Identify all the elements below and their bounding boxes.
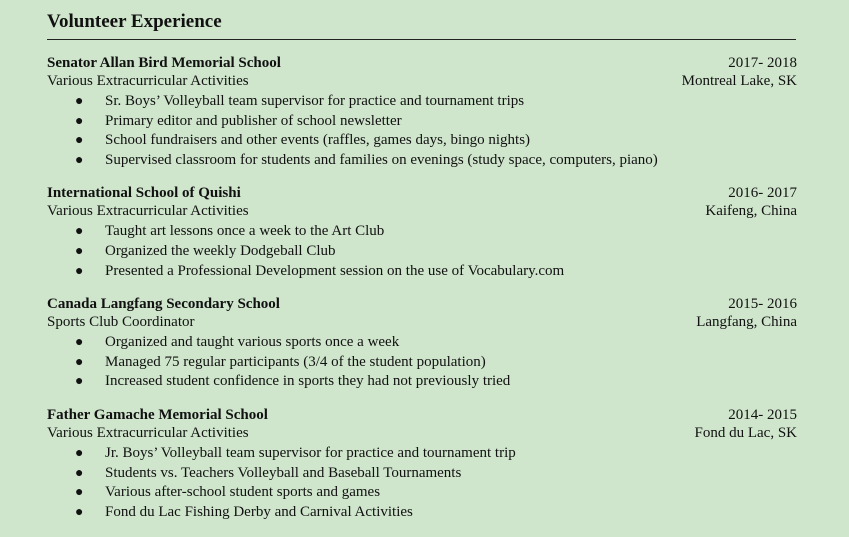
experience-entry bbox=[47, 54, 797, 170]
location: Langfang, China bbox=[696, 314, 797, 331]
list-item: ● Primary editor and publisher of school newsletter bbox=[47, 112, 797, 132]
bullet-icon: ● bbox=[75, 224, 84, 240]
bullet-icon: ● bbox=[75, 263, 84, 279]
location: Fond du Lac, SK bbox=[694, 424, 797, 441]
role-title: Various Extracurricular Activities bbox=[47, 424, 249, 441]
organization-name: International School of Quishi bbox=[47, 185, 241, 202]
experience-entry bbox=[47, 295, 797, 392]
experience-entry bbox=[47, 184, 797, 281]
bullet-list bbox=[47, 333, 797, 392]
list-item: ● Presented a Professional Development session on the use of Vocabulary.com bbox=[47, 262, 797, 282]
bullet-icon: ● bbox=[75, 485, 84, 501]
role-title: Various Extracurricular Activities bbox=[47, 203, 249, 220]
bullet-list bbox=[47, 222, 797, 281]
resume-document bbox=[47, 0, 797, 522]
organization-name: Father Gamache Memorial School bbox=[47, 406, 268, 423]
list-item: ● Fond du Lac Fishing Derby and Carnival Activities bbox=[47, 503, 797, 523]
list-item: ● Organized the weekly Dodgeball Club bbox=[47, 242, 797, 262]
date-range: 2015- 2016 bbox=[728, 296, 797, 313]
bullet-icon: ● bbox=[75, 94, 84, 109]
date-range: 2016- 2017 bbox=[728, 185, 797, 202]
bullet-icon: ● bbox=[75, 354, 84, 370]
list-item: ● Jr. Boys’ Volleyball team supervisor for practice and tournament trip bbox=[47, 444, 797, 464]
bullet-list bbox=[47, 92, 797, 170]
role-title: Sports Club Coordinator bbox=[47, 314, 195, 331]
section-title: Volunteer Experience bbox=[47, 11, 796, 40]
bullet-icon: ● bbox=[75, 152, 84, 168]
list-item: ● Sr. Boys’ Volleyball team supervisor for practice and tournament trips bbox=[47, 92, 797, 112]
list-item: ● Students vs. Teachers Volleyball and Baseball Tournaments bbox=[47, 464, 797, 484]
organization-name: Senator Allan Bird Memorial School bbox=[47, 55, 281, 71]
experience-entry bbox=[47, 406, 797, 522]
bullet-icon: ● bbox=[75, 465, 84, 481]
list-item: ● Taught art lessons once a week to the Art Club bbox=[47, 222, 797, 242]
bullet-icon: ● bbox=[75, 243, 84, 259]
role-title: Various Extracurricular Activities bbox=[47, 73, 249, 89]
organization-name: Canada Langfang Secondary School bbox=[47, 296, 280, 313]
list-item: ● Increased student confidence in sports they had not previously tried bbox=[47, 372, 797, 392]
bullet-icon: ● bbox=[75, 504, 84, 520]
list-item: ● Managed 75 regular participants (3/4 of the student population) bbox=[47, 353, 797, 373]
bullet-icon: ● bbox=[75, 113, 84, 129]
list-item: ● Supervised classroom for students and families on evenings (study space, computers, piano) bbox=[47, 151, 797, 171]
location: Montreal Lake, SK bbox=[681, 73, 797, 89]
location: Kaifeng, China bbox=[705, 203, 797, 220]
list-item: ● Organized and taught various sports once a week bbox=[47, 333, 797, 353]
bullet-icon: ● bbox=[75, 335, 84, 351]
date-range: 2014- 2015 bbox=[728, 406, 797, 423]
bullet-icon: ● bbox=[75, 374, 84, 390]
list-item: ● Various after-school student sports and games bbox=[47, 483, 797, 503]
bullet-icon: ● bbox=[75, 445, 84, 461]
list-item: ● School fundraisers and other events (raffles, games days, bingo nights) bbox=[47, 131, 797, 151]
date-range: 2017- 2018 bbox=[728, 55, 797, 71]
bullet-list bbox=[47, 444, 797, 522]
bullet-icon: ● bbox=[75, 133, 84, 149]
